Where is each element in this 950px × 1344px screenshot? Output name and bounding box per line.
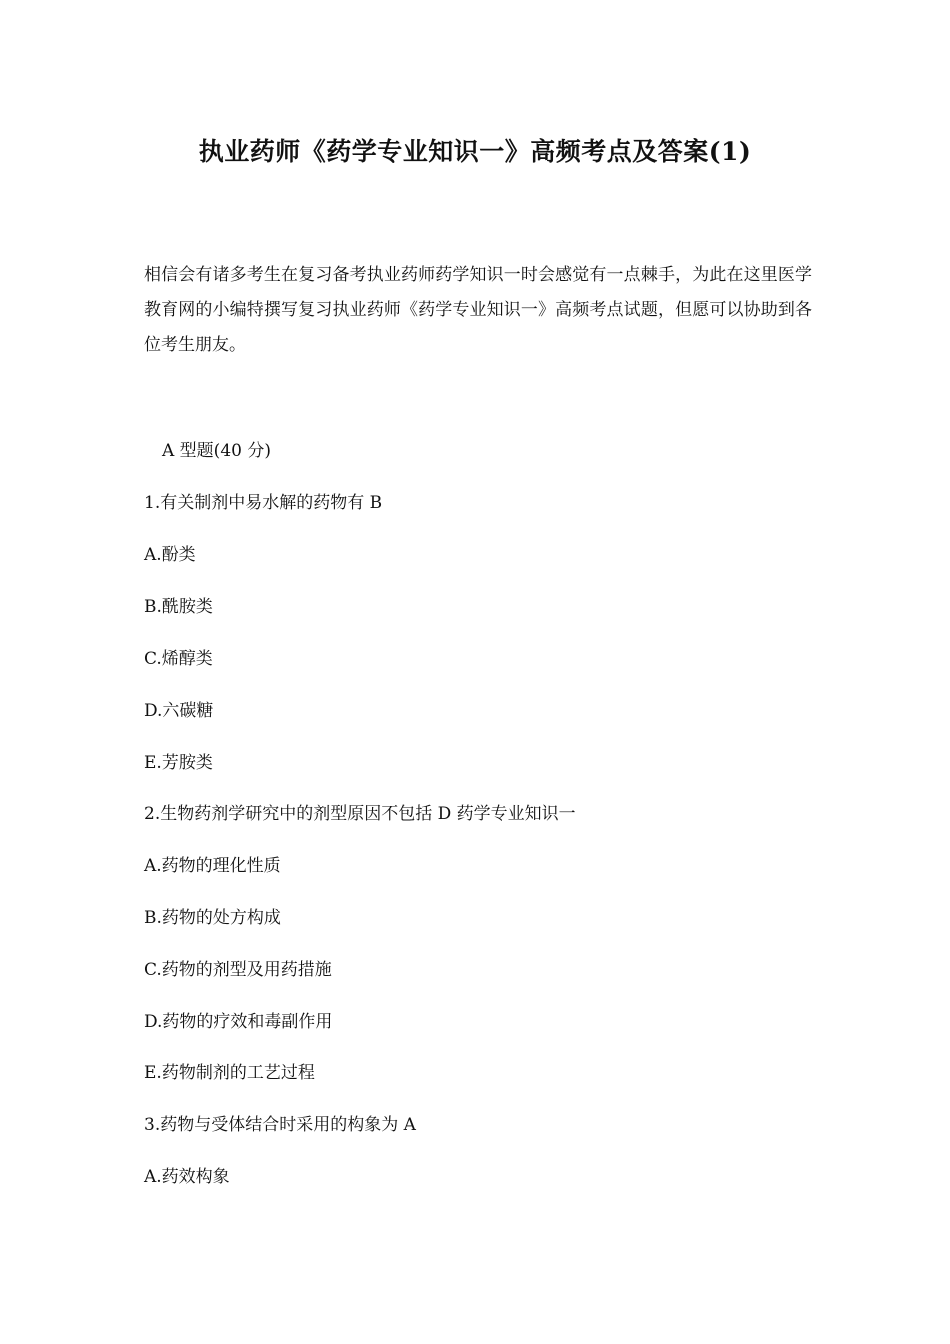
option-line: D.药物的疗效和毒副作用 bbox=[144, 1012, 333, 1032]
option-line: C.药物的剂型及用药措施 bbox=[144, 960, 332, 980]
option-line: D.六碳糖 bbox=[144, 701, 214, 721]
question-2: 2.生物药剂学研究中的剂型原因不包括 D 药学专业知识一 bbox=[144, 804, 576, 824]
document-title: 执业药师《药学专业知识一》高频考点及答案(1) bbox=[198, 137, 752, 166]
option-line: A.药物的理化性质 bbox=[144, 856, 281, 876]
option-line: E.芳胺类 bbox=[144, 753, 213, 773]
option-line: B.药物的处方构成 bbox=[144, 908, 281, 928]
intro-paragraph: 相信会有诸多考生在复习备考执业药师药学知识一时会感觉有一点棘手，为此在这里医学教育网的小编特撰写复习执业药师《药学专业知识一》高频考点试题，但愿可以协助到各位考生朋友。 bbox=[144, 265, 812, 355]
option-line: C.烯醇类 bbox=[144, 649, 213, 669]
option-line: A.酚类 bbox=[144, 545, 196, 565]
option-line: E.药物制剂的工艺过程 bbox=[144, 1063, 315, 1083]
option-line: B.酰胺类 bbox=[144, 597, 213, 617]
section-heading: A 型题(40 分) bbox=[162, 441, 271, 461]
question-3: 3.药物与受体结合时采用的构象为 A bbox=[144, 1115, 416, 1135]
question-1: 1.有关制剂中易水解的药物有 B bbox=[144, 493, 383, 513]
option-line: A.药效构象 bbox=[144, 1167, 230, 1187]
